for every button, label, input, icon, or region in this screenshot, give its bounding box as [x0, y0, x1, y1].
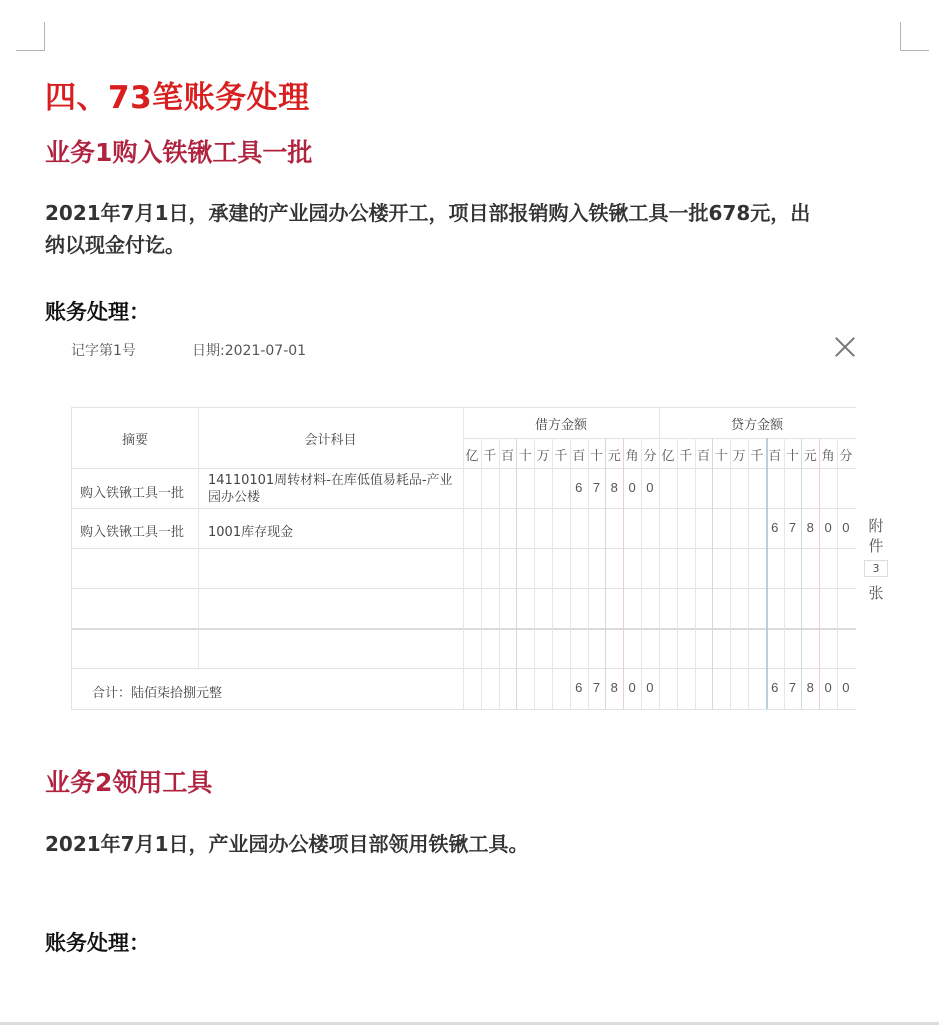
grid-vline: [766, 438, 768, 709]
debit-unit-header: 亿: [465, 449, 479, 464]
row1-account: 14110101周转材料-在库低值易耗品-产业园办公楼: [208, 473, 453, 505]
total-debit-digit: 0: [646, 680, 654, 695]
grid-vline: [481, 438, 482, 709]
debit-digit: 6: [575, 480, 583, 495]
grid-vline: [748, 438, 749, 709]
credit-digit: 0: [824, 520, 832, 535]
debit-unit-header: 百: [572, 449, 586, 464]
credit-unit-header: 百: [768, 449, 782, 464]
credit-unit-header: 百: [696, 449, 710, 464]
section-title: 四、73笔账务处理: [45, 80, 310, 116]
debit-unit-header: 百: [500, 449, 514, 464]
grid-vline: [588, 438, 589, 709]
grid-vline: [819, 438, 820, 709]
grid-vline: [463, 408, 464, 709]
credit-digit: 8: [806, 520, 814, 535]
total-debit-digit: 7: [592, 680, 601, 695]
attachments-prefix-1: 附: [868, 517, 884, 535]
credit-digit: 7: [788, 520, 797, 535]
attachments: [866, 516, 886, 603]
grid-vline: [712, 438, 713, 709]
business1-description-line1: 2021年7月1日，承建的产业园办公楼开工，项目部报销购入铁锹工具一批678元，出: [45, 201, 811, 225]
row2-account: 1001库存现金: [208, 525, 294, 540]
grid-vline: [534, 438, 535, 709]
grid-vline: [801, 438, 802, 709]
business1-title: 业务1购入铁锹工具一批: [45, 138, 313, 167]
attachments-prefix-2: 件: [868, 537, 884, 555]
business2-accounting-label: 账务处理：: [45, 931, 150, 955]
business2-title: 业务2领用工具: [45, 768, 213, 797]
debit-digit: 0: [628, 480, 636, 495]
debit-unit-header: 分: [643, 449, 657, 464]
row2-summary: 购入铁锹工具一批: [80, 525, 185, 540]
attachments-suffix: 张: [868, 584, 884, 602]
debit-unit-header: 元: [607, 449, 621, 464]
header-debit: 借方金额: [534, 418, 587, 433]
credit-unit-header: 角: [821, 449, 835, 464]
total-debit-digit: 6: [575, 680, 583, 695]
close-icon[interactable]: [834, 336, 856, 358]
credit-unit-header: 元: [803, 449, 817, 464]
grid-vline: [516, 438, 517, 709]
header-account: 会计科目: [304, 432, 357, 448]
grid-vline: [641, 438, 642, 709]
header-summary: 摘要: [121, 432, 148, 448]
grid-hline: [72, 668, 856, 669]
credit-digit: 0: [842, 520, 850, 535]
debit-unit-header: 十: [518, 449, 532, 464]
total-label: 合计：陆佰柒拾捌元整: [92, 686, 223, 701]
grid-hline: [72, 508, 856, 509]
grid-vline: [570, 438, 571, 709]
grid-vline: [695, 438, 696, 709]
total-credit-digit: 6: [771, 680, 779, 695]
row1-summary: 购入铁锹工具一批: [80, 486, 185, 501]
grid-vline: [659, 408, 660, 709]
credit-unit-header: 千: [750, 449, 764, 464]
credit-unit-header: 分: [839, 449, 853, 464]
page-corner-mark-top-right: [900, 22, 929, 51]
grid-hline: [72, 468, 856, 469]
debit-unit-header: 千: [483, 449, 497, 464]
credit-unit-header: 十: [785, 449, 799, 464]
credit-unit-header: 亿: [661, 449, 675, 464]
voucher-number: 记字第1号: [71, 343, 136, 359]
total-debit-digit: 8: [610, 680, 618, 695]
grid-vline: [499, 438, 500, 709]
business1-description-line2: 纳以现金付讫。: [45, 233, 185, 257]
voucher-table: [71, 407, 856, 710]
grid-vline: [784, 438, 785, 709]
total-credit-digit: 8: [806, 680, 814, 695]
grid-hline: [72, 588, 856, 589]
debit-unit-header: 万: [536, 449, 550, 464]
header-credit: 贷方金额: [730, 418, 783, 433]
debit-digit: 0: [646, 480, 654, 495]
credit-unit-header: 万: [732, 449, 746, 464]
debit-unit-header: 十: [589, 449, 603, 464]
grid-vline: [837, 438, 838, 709]
voucher-date: 日期:2021-07-01: [192, 343, 307, 359]
grid-vline: [730, 438, 731, 709]
grid-vline: [552, 438, 553, 709]
debit-digit: 7: [592, 480, 601, 495]
grid-hline: [72, 548, 856, 549]
debit-digit: 8: [610, 480, 618, 495]
total-debit-digit: 0: [628, 680, 636, 695]
grid-hline: [72, 628, 856, 630]
page-corner-mark-top-left: [16, 22, 45, 51]
grid-vline: [677, 438, 678, 709]
grid-vline: [605, 438, 606, 709]
attachments-count-input[interactable]: 3: [864, 560, 888, 577]
credit-unit-header: 千: [679, 449, 693, 464]
grid-vline: [198, 408, 199, 668]
debit-unit-header: 角: [625, 449, 639, 464]
total-credit-digit: 0: [842, 680, 850, 695]
total-credit-digit: 7: [788, 680, 797, 695]
credit-unit-header: 十: [714, 449, 728, 464]
business2-description: 2021年7月1日，产业园办公楼项目部领用铁锹工具。: [45, 832, 529, 856]
total-credit-digit: 0: [824, 680, 832, 695]
grid-vline: [623, 438, 624, 709]
business1-accounting-label: 账务处理：: [45, 300, 150, 324]
debit-unit-header: 千: [554, 449, 568, 464]
credit-digit: 6: [771, 520, 779, 535]
